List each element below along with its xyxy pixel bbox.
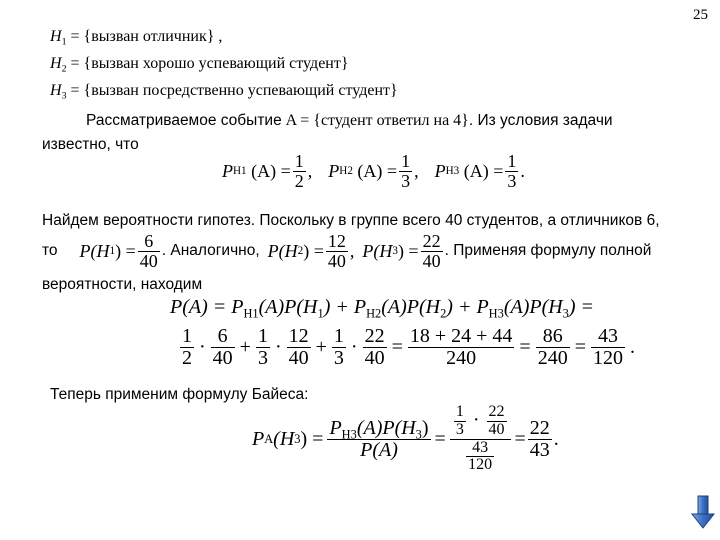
prob-h1: P(H 1 ) = $\frac{6}{40}$ [79, 231, 158, 271]
prob-arg: (A) = [251, 160, 291, 181]
known-line: известно, что [42, 136, 139, 153]
bayes-main-fraction: $\frac{P_{H3}(A)P(H_3)}{P(A)}$ [329, 416, 429, 461]
hypothesis-symbol: H [50, 82, 62, 99]
bayes-compound-fraction: $\frac{1}{3}$ · $\frac{22}{40}$ $\frac{43}{120}$ [450, 404, 511, 474]
cond-prob-1: P H1 (A) = $\frac{1}{2}$ , [222, 151, 313, 191]
total-probability-formula: $P(A) = P_{H1}(A)P(H_1) + P_{H2}(A)P(H_2) + P_{H3}(A)P(H_3)$ = [170, 296, 595, 321]
operator: = [391, 336, 403, 358]
down-arrow-icon[interactable] [690, 494, 716, 530]
fraction: $\frac{6}{40}$ [212, 325, 233, 369]
operator: = [574, 336, 586, 358]
fraction: $\frac{1}{2}$ [182, 325, 192, 369]
prob-arg: (A) = [357, 160, 398, 181]
fraction: $\frac{1}{2}$ [294, 151, 304, 191]
hypothesis-text: = {вызван хорошо успевающий студент} [66, 55, 349, 72]
operator: · [350, 336, 358, 358]
separator: , [414, 160, 419, 181]
fraction: $\frac{22}{40}$ [422, 231, 441, 271]
prob-h3: P(H 3 ) = $\frac{22}{40}$ [362, 231, 441, 271]
total-prob-text: вероятности, находим [42, 276, 203, 293]
fraction: $\frac{12}{40}$ [327, 231, 346, 271]
hypothesis-text: = {вызван отличник} , [66, 28, 223, 45]
fraction: $\frac{86}{240}$ [537, 325, 568, 369]
hypothesis-text-line: Найдем вероятности гипотез. Поскольку в группе всего 40 студентов, а отличников 6, [42, 212, 660, 229]
prob-arg: (A) = [463, 160, 504, 181]
hypothesis-index: 2 [61, 63, 67, 75]
prob-symbol: P [328, 160, 340, 181]
cond-prob-3: P H3 (A) = $\frac{1}{3}$ . [434, 151, 525, 191]
hypothesis-1 [50, 28, 222, 46]
separator: . [520, 160, 525, 181]
separator: , [307, 160, 313, 181]
event-prefix: Рассматриваемое событие [86, 112, 282, 129]
hypothesis-3 [50, 82, 398, 100]
event-suffix: . Из условия задачи [468, 112, 613, 129]
fraction: $\frac{43}{120}$ [592, 325, 623, 369]
prob-symbol: P [434, 160, 446, 181]
conditional-probabilities [222, 152, 525, 191]
hypothesis-index: 1 [61, 36, 67, 48]
fraction: $\frac{12}{40}$ [288, 325, 309, 369]
bayes-text: Теперь применим формулу Байеса: [50, 386, 309, 403]
operator: + [315, 336, 327, 358]
hypothesis-probabilities-line [42, 232, 651, 271]
hypothesis-text: = {вызван посредственно успевающий студент} [66, 82, 398, 99]
prob-h2: P(H 2 ) = $\frac{12}{40}$ , [267, 231, 355, 271]
word-analogously: . Аналогично, [161, 242, 260, 260]
page-number: 25 [693, 7, 708, 23]
operator: . [629, 336, 635, 358]
prob-symbol: P [222, 160, 233, 181]
fraction: $\frac{1}{3}$ [333, 325, 344, 369]
fraction: $\frac{1}{3}$ [401, 151, 411, 191]
fraction: $\frac{6}{40}$ [139, 231, 158, 271]
fraction: $\frac{18 + 24 + 44}{240}$ [409, 325, 513, 369]
operator: + [239, 336, 251, 358]
fraction: $\frac{1}{3}$ [507, 151, 517, 191]
cond-prob-2: P H2 (A) = $\frac{1}{3}$ , [328, 151, 419, 191]
operator: = [519, 336, 531, 358]
bayes-result: $\frac{22}{43}$ [529, 416, 550, 461]
event-definition: A = {студент ответил на 4} [285, 112, 469, 129]
fraction: $\frac{22}{40}$ [364, 325, 385, 369]
event-line [86, 112, 613, 130]
hypothesis-symbol: H [50, 55, 62, 72]
hypothesis-2 [50, 55, 349, 73]
operator: · [274, 336, 282, 358]
operator: · [199, 336, 206, 358]
total-probability-calculation [178, 326, 638, 369]
hypothesis-symbol: H [50, 28, 62, 45]
bayes-formula: P A (H 3 ) = $\frac{P_{H3}(A)P(H_3)}{P(A)}$ = $\frac{1}{3}$ · $\frac{22}{40}$ $\frac{43}{120}$ = $\frac{22}{43}$ . [252, 403, 559, 474]
fraction: $\frac{1}{3}$ [257, 325, 268, 369]
hypothesis-index: 3 [61, 90, 67, 102]
word-to: то [42, 242, 58, 260]
apply-formula-text: . Применяя формулу полной [444, 242, 652, 260]
